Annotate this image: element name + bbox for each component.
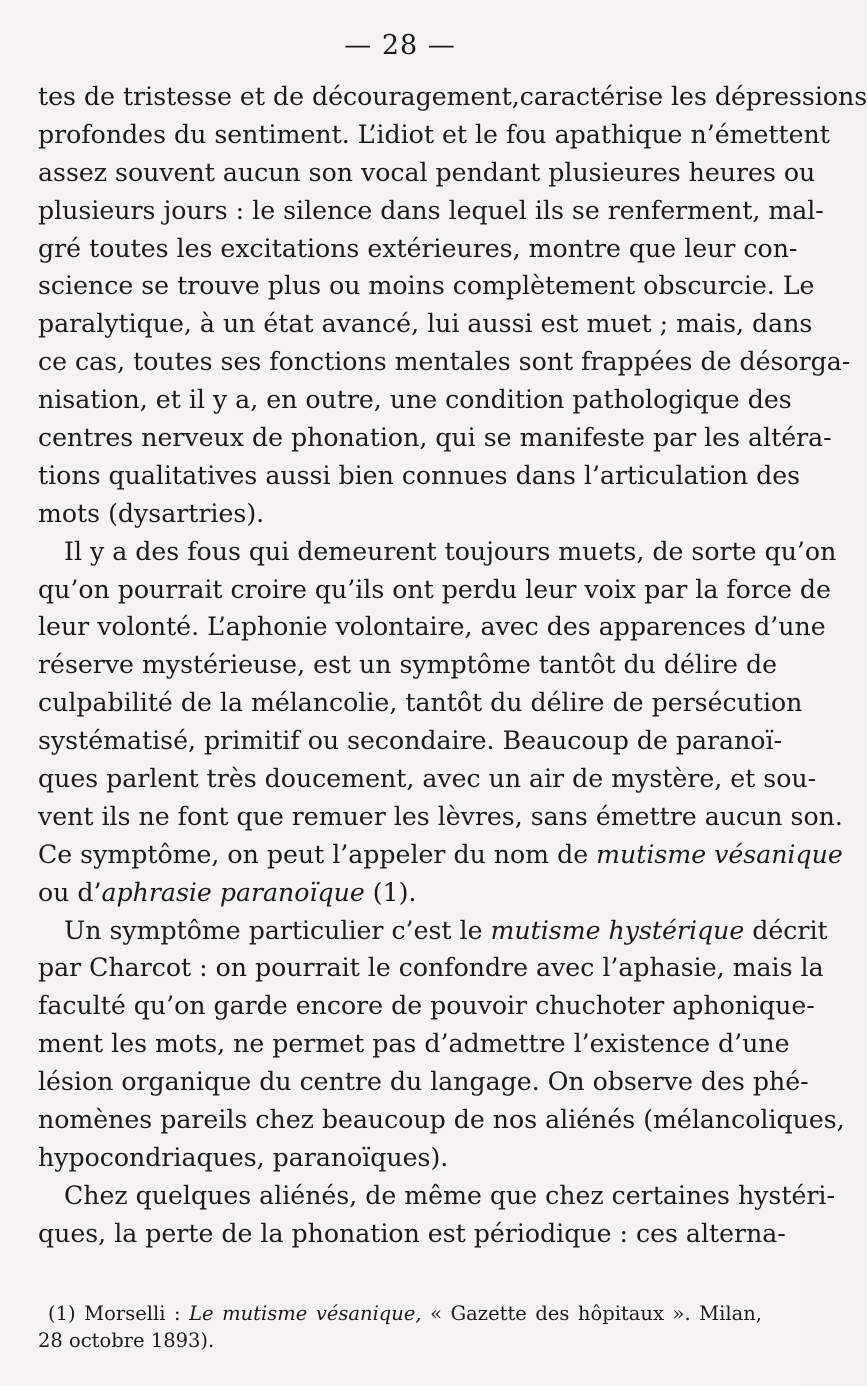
text-segment: ment les mots, ne permet pas d’admettre l’existence d’une bbox=[38, 1029, 790, 1059]
text-line bbox=[38, 912, 828, 950]
text-segment: faculté qu’on garde encore de pouvoir chuchoter aphonique- bbox=[38, 991, 815, 1021]
footnotes bbox=[38, 1300, 762, 1354]
text-segment: Ce symptôme, on peut l’appeler du nom de bbox=[38, 839, 597, 869]
text-line bbox=[38, 1139, 762, 1177]
footnote-line bbox=[38, 1327, 762, 1354]
text-line bbox=[38, 836, 843, 874]
text-segment: culpabilité de la mélancolie, tantôt du délire de persécution bbox=[38, 688, 803, 718]
text-line bbox=[38, 154, 816, 192]
text-segment: ques, la perte de la phonation est périodique : ces alterna- bbox=[38, 1218, 786, 1248]
text-segment: Il y a des fous qui demeurent toujours muets, de sorte qu’on bbox=[64, 536, 837, 566]
text-segment: leur volonté. L’aphonie volontaire, avec des apparences d’une bbox=[38, 612, 826, 642]
text-segment: paralytique, à un état avancé, lui aussi est muet ; mais, dans bbox=[38, 309, 813, 339]
text-segment: ques parlent très doucement, avec un air de mystère, et sou- bbox=[38, 764, 817, 794]
text-segment: par Charcot : on pourrait le confondre avec l’aphasie, mais la bbox=[38, 953, 824, 983]
italic-text: mutisme hystérique bbox=[490, 915, 745, 945]
italic-text: aphrasie paranoïque bbox=[101, 877, 365, 907]
text-line bbox=[38, 267, 815, 305]
text-line bbox=[38, 949, 824, 987]
text-line bbox=[38, 419, 832, 457]
text-line bbox=[38, 760, 817, 798]
text-line bbox=[38, 722, 783, 760]
text-line bbox=[38, 1215, 786, 1253]
text-line bbox=[38, 798, 843, 836]
text-segment: mots (dysartries). bbox=[38, 498, 265, 528]
text-line bbox=[38, 305, 813, 343]
text-segment: tions qualitatives aussi bien connues dans l’articulation des bbox=[38, 460, 801, 490]
text-segment: plusieurs jours : le silence dans lequel ils se renferment, mal- bbox=[38, 195, 824, 225]
text-segment: ou d’ bbox=[38, 877, 102, 907]
text-line bbox=[38, 343, 851, 381]
text-segment: gré toutes les excitations extérieures, montre que leur con- bbox=[38, 233, 798, 263]
text-segment: nisation, et il y a, en outre, une condition pathologique des bbox=[38, 385, 792, 415]
text-segment: assez souvent aucun son vocal pendant plusieures heures ou bbox=[38, 157, 816, 187]
text-line bbox=[38, 608, 826, 646]
text-segment: qu’on pourrait croire qu’ils ont perdu leur voix par la force de bbox=[38, 574, 831, 604]
text-line bbox=[38, 116, 830, 154]
text-segment: réserve mystérieuse, est un symptôme tantôt du délire de bbox=[38, 650, 777, 680]
text-line bbox=[38, 1177, 835, 1215]
text-line bbox=[38, 78, 867, 116]
text-segment: hypocondriaques, paranoïques). bbox=[38, 1142, 449, 1172]
text-line bbox=[38, 230, 798, 268]
text-segment: lésion organique du centre du langage. On observe des phé- bbox=[38, 1067, 809, 1097]
text-line bbox=[38, 684, 803, 722]
text-segment: 28 octobre 1893). bbox=[38, 1329, 215, 1352]
text-segment: systématisé, primitif ou secondaire. Beaucoup de paranoï- bbox=[38, 726, 783, 756]
text-segment: « Gazette des hôpitaux ». Milan, bbox=[421, 1302, 762, 1325]
italic-text: mutisme vésanique bbox=[596, 839, 843, 869]
text-segment: centres nerveux de phonation, qui se manifeste par les altéra- bbox=[38, 423, 832, 453]
text-line bbox=[38, 571, 831, 609]
text-line bbox=[38, 1025, 790, 1063]
text-segment: (1) Morselli : bbox=[48, 1302, 190, 1325]
text-segment: science se trouve plus ou moins complètement obscurcie. Le bbox=[38, 271, 815, 301]
text-line bbox=[38, 381, 792, 419]
text-segment: Un symptôme particulier c’est le bbox=[64, 915, 491, 945]
footnote-line bbox=[38, 1300, 762, 1327]
text-segment: (1). bbox=[364, 877, 417, 907]
text-line bbox=[38, 192, 824, 230]
text-line bbox=[38, 646, 777, 684]
italic-text: Le mutisme vésanique, bbox=[189, 1302, 422, 1325]
text-segment: profondes du sentiment. L’idiot et le fou apathique n’émettent bbox=[38, 119, 830, 149]
page-number: — 28 — bbox=[344, 30, 456, 61]
text-line bbox=[38, 533, 837, 571]
body-text bbox=[38, 78, 867, 1253]
text-line bbox=[38, 457, 801, 495]
text-segment: vent ils ne font que remuer les lèvres, sans émettre aucun son. bbox=[38, 801, 843, 831]
text-line bbox=[38, 495, 762, 533]
text-segment: Chez quelques aliénés, de même que chez certaines hystéri- bbox=[64, 1180, 835, 1210]
text-segment: nomènes pareils chez beaucoup de nos aliénés (mélancoliques, bbox=[38, 1105, 845, 1135]
text-line bbox=[38, 874, 762, 912]
text-segment: ce cas, toutes ses fonctions mentales sont frappées de désorga- bbox=[38, 347, 851, 377]
text-line bbox=[38, 1063, 809, 1101]
text-line bbox=[38, 1101, 845, 1139]
text-line bbox=[38, 987, 815, 1025]
text-segment: tes de tristesse et de découragement,caractérise les dépressions bbox=[38, 82, 867, 111]
text-segment: décrit bbox=[744, 915, 828, 945]
